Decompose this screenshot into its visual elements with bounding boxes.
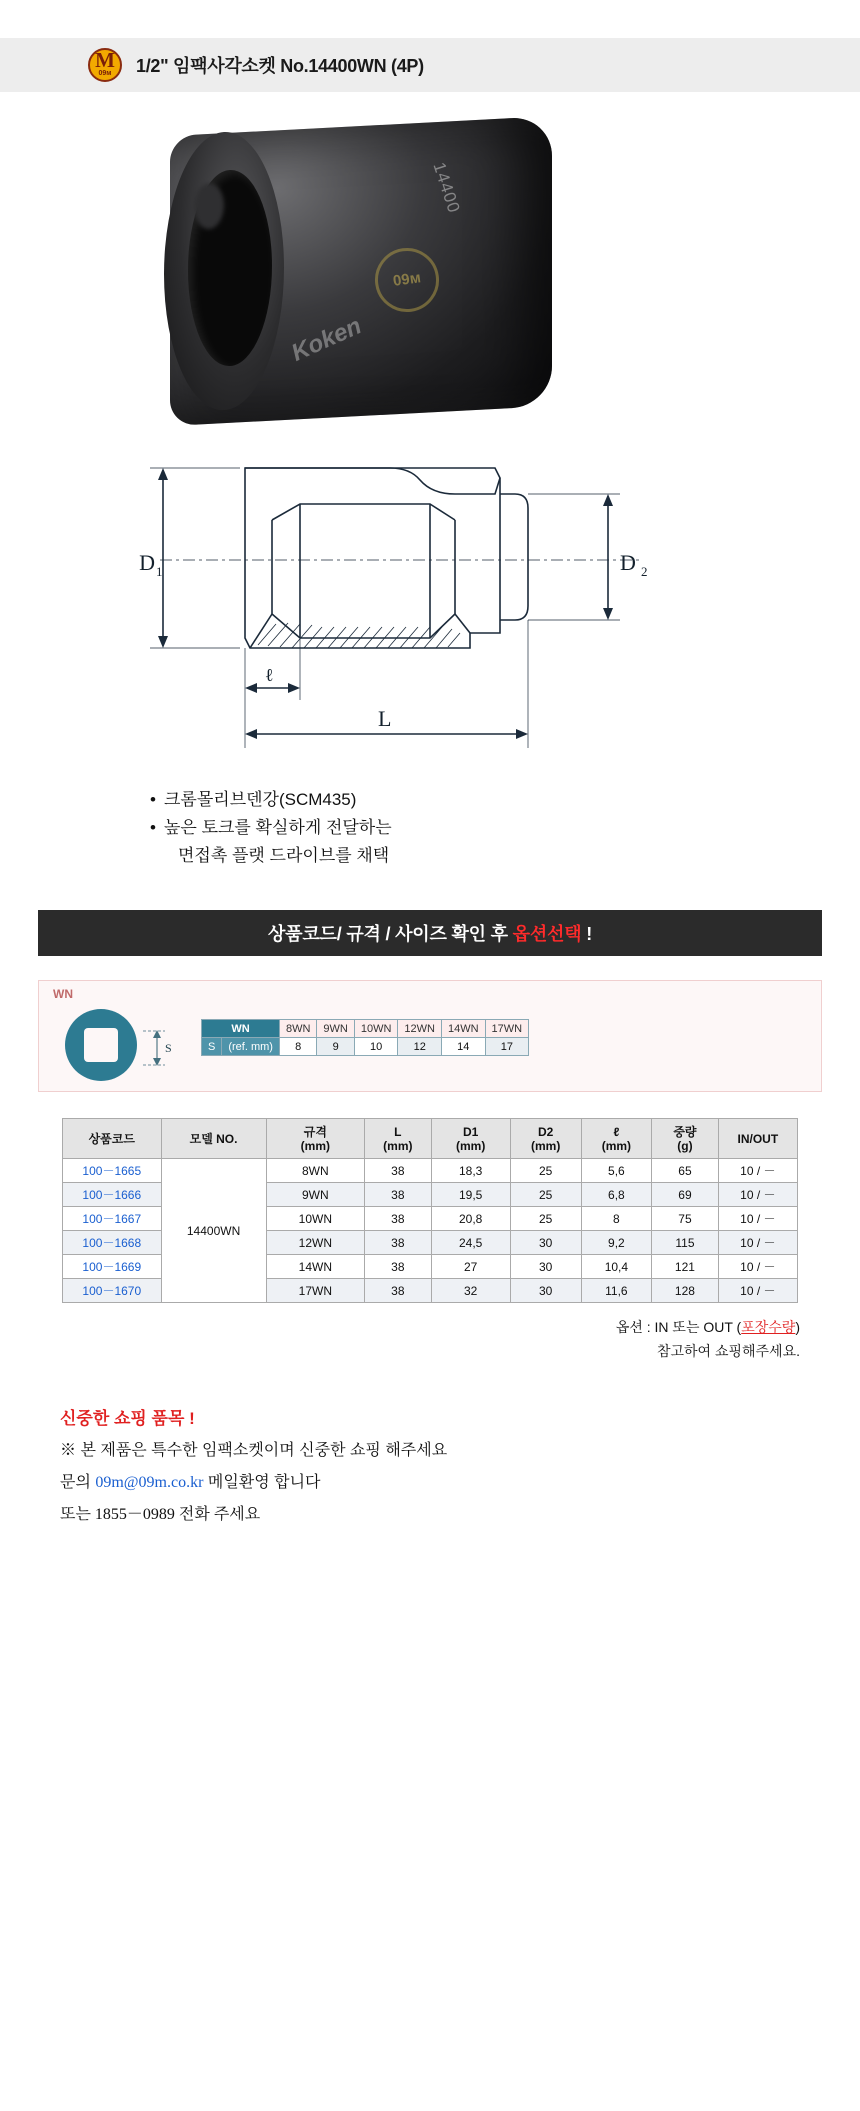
- option-note-highlight: 포장수량: [741, 1319, 796, 1335]
- banner-text: [268, 920, 592, 946]
- product-photo-area: [0, 108, 860, 438]
- th-ell: [581, 1119, 652, 1159]
- footer-line1: ※ 본 제품은 특수한 임팩소켓이며 신중한 쇼핑 해주세요: [60, 1442, 448, 1459]
- cell-inout: 10 / －: [718, 1207, 797, 1231]
- cell-inout: 10 / －: [718, 1231, 797, 1255]
- wn-col-header: 12WN: [398, 1020, 442, 1038]
- dim-label-d1: D: [139, 550, 155, 575]
- bullet-text: 면접촉 플랫 드라이브를 채택: [178, 846, 390, 865]
- cell-inout: 10 / －: [718, 1159, 797, 1183]
- th-d2-top: D2: [538, 1124, 554, 1139]
- cell-d2: 30: [510, 1279, 581, 1303]
- wn-col-header: 8WN: [279, 1020, 316, 1038]
- wn-circle-shape: [65, 1009, 137, 1081]
- cell-code[interactable]: 100－1665: [63, 1159, 162, 1183]
- th-code: [63, 1119, 162, 1159]
- cell-spec: 10WN: [266, 1207, 365, 1231]
- cell-spec: 8WN: [266, 1159, 365, 1183]
- bullet-dot-icon: •: [150, 818, 156, 837]
- dim-label-l: L: [378, 706, 392, 731]
- cell-weight: 65: [652, 1159, 718, 1183]
- socket-model-engraving: 14400: [429, 160, 464, 216]
- th-d2: [510, 1119, 581, 1159]
- watermark-icon: 09м: [371, 244, 443, 316]
- cell-code[interactable]: 100－1666: [63, 1183, 162, 1207]
- wn-col-header: 10WN: [354, 1020, 398, 1038]
- product-table: [62, 1118, 798, 1303]
- cell-spec: 17WN: [266, 1279, 365, 1303]
- wn-row2-title: S: [202, 1038, 222, 1056]
- cell-inout: 10 / －: [718, 1255, 797, 1279]
- cell-d2: 25: [510, 1159, 581, 1183]
- cell-d1: 27: [431, 1255, 510, 1279]
- wn-box-label: WN: [53, 987, 73, 1001]
- footer-line2: [60, 1467, 860, 1499]
- cell-d2: 30: [510, 1255, 581, 1279]
- th-inout-top: IN/OUT: [737, 1131, 779, 1146]
- cell-weight: 75: [652, 1207, 718, 1231]
- th-d1-bottom: (mm): [456, 1138, 486, 1153]
- th-code-top: 상품코드: [88, 1131, 135, 1146]
- bullet-dot-icon: •: [150, 790, 156, 809]
- wn-value: 10: [354, 1038, 398, 1056]
- cell-d1: 32: [431, 1279, 510, 1303]
- wn-s-dimension: [143, 1011, 177, 1083]
- page-title: 1/2" 임팩사각소켓 No.14400WN (4P): [136, 56, 424, 76]
- cell-inout: 10 / －: [718, 1183, 797, 1207]
- cell-code[interactable]: 100－1668: [63, 1231, 162, 1255]
- cell-d2: 25: [510, 1207, 581, 1231]
- socket-brand-engraving: Koken: [287, 312, 366, 367]
- feature-bullets: [150, 786, 860, 870]
- th-model: [161, 1119, 266, 1159]
- banner-highlight: 옵션선택: [512, 924, 582, 944]
- th-d1-top: D1: [463, 1124, 479, 1139]
- drawing-svg: [0, 438, 860, 778]
- wn-col-header: 17WN: [485, 1020, 529, 1038]
- 09m-badge-icon: [88, 48, 122, 82]
- th-ell-top: ℓ: [613, 1124, 620, 1139]
- wn-row1-title: WN: [202, 1020, 280, 1038]
- wn-value: 14: [441, 1038, 485, 1056]
- banner-text-before: 상품코드/ 규격 / 사이즈 확인 후: [267, 924, 513, 944]
- cell-l: 38: [365, 1231, 431, 1255]
- email-link[interactable]: 09m@09m.co.kr: [95, 1474, 204, 1491]
- th-l: [365, 1119, 431, 1159]
- th-weight-top: 중량: [673, 1124, 697, 1139]
- th-model-top: 모델 NO.: [189, 1131, 238, 1146]
- cell-weight: 69: [652, 1183, 718, 1207]
- footer-line3: 또는 1855－0989 전화 주세요: [60, 1506, 261, 1523]
- cell-l: 38: [365, 1207, 431, 1231]
- impact-socket-photo: [170, 126, 552, 416]
- cell-ell: 10,4: [581, 1255, 652, 1279]
- dim-label-ell: ℓ: [265, 665, 274, 685]
- list-item: [150, 814, 860, 842]
- bullet-text: 크롬몰리브덴강(SCM435): [164, 790, 357, 809]
- cell-l: 38: [365, 1279, 431, 1303]
- option-note-line2: 참고하여 쇼핑해주세요.: [656, 1343, 800, 1359]
- bullet-dot-icon: [150, 842, 164, 870]
- wn-col-header: 9WN: [317, 1020, 354, 1038]
- banner-text-after: !: [581, 924, 593, 944]
- th-ell-bottom: (mm): [601, 1138, 632, 1153]
- th-weight-bottom: (g): [677, 1138, 693, 1153]
- wn-size-table: [201, 1019, 529, 1056]
- dim-label-d2-sub: 2: [641, 564, 648, 579]
- dim-label-d1-sub: 1: [156, 564, 163, 579]
- cell-d1: 19,5: [431, 1183, 510, 1207]
- cell-l: 38: [365, 1159, 431, 1183]
- th-l-bottom: (mm): [383, 1138, 413, 1153]
- cell-d2: 30: [510, 1231, 581, 1255]
- product-detail-page: [0, 38, 860, 2111]
- footer-line2-prefix: 문의: [60, 1474, 96, 1491]
- th-l-top: L: [394, 1124, 402, 1139]
- product-table-wrap: [62, 1118, 822, 1303]
- cell-inout: 10 / －: [718, 1279, 797, 1303]
- table-header-row: [63, 1119, 798, 1159]
- cell-ell: 5,6: [581, 1159, 652, 1183]
- page-header: [0, 38, 860, 92]
- cell-ell: 8: [581, 1207, 652, 1231]
- option-note-suffix: ): [795, 1319, 800, 1335]
- dim-label-d2: D: [620, 550, 636, 575]
- th-spec-bottom: (mm): [300, 1138, 331, 1153]
- table-row[interactable]: [63, 1159, 798, 1183]
- cell-spec: 14WN: [266, 1255, 365, 1279]
- cell-spec: 9WN: [266, 1183, 365, 1207]
- cell-code[interactable]: 100－1670: [63, 1279, 162, 1303]
- footer-line2-suffix: 메일환영 합니다: [203, 1474, 321, 1491]
- wn-value: 9: [317, 1038, 354, 1056]
- wn-col-header: 14WN: [441, 1020, 485, 1038]
- th-d2-bottom: (mm): [531, 1138, 561, 1153]
- list-item: [150, 786, 860, 814]
- cell-d2: 25: [510, 1183, 581, 1207]
- footer-notes: [60, 1403, 860, 1531]
- cell-d1: 24,5: [431, 1231, 510, 1255]
- th-d1: [431, 1119, 510, 1159]
- cell-ell: 6,8: [581, 1183, 652, 1207]
- cell-code[interactable]: 100－1667: [63, 1207, 162, 1231]
- th-weight: [652, 1119, 718, 1159]
- cell-model: 14400WN: [161, 1159, 266, 1303]
- wn-value: 8: [279, 1038, 316, 1056]
- wn-value: 12: [398, 1038, 442, 1056]
- cell-code[interactable]: 100－1669: [63, 1255, 162, 1279]
- option-note-line1: [0, 1315, 800, 1339]
- wn-row2-unit: (ref. mm): [222, 1038, 280, 1056]
- wn-cross-section-figure: [65, 1009, 141, 1085]
- cell-l: 38: [365, 1183, 431, 1207]
- technical-drawing: [0, 438, 860, 778]
- cell-weight: 128: [652, 1279, 718, 1303]
- th-inout: [718, 1119, 797, 1159]
- list-item: [150, 842, 860, 870]
- wn-value: 17: [485, 1038, 529, 1056]
- cell-weight: 115: [652, 1231, 718, 1255]
- cell-weight: 121: [652, 1255, 718, 1279]
- option-select-banner: [38, 910, 822, 956]
- wn-square-shape: [84, 1028, 118, 1062]
- wn-s-label: S: [165, 1041, 172, 1055]
- footer-title: 신중한 쇼핑 품목 !: [60, 1409, 195, 1428]
- wn-spec-box: [38, 980, 822, 1092]
- cell-l: 38: [365, 1255, 431, 1279]
- bullet-text: 높은 토크를 확실하게 전달하는: [164, 818, 392, 837]
- cell-d1: 18,3: [431, 1159, 510, 1183]
- cell-ell: 9,2: [581, 1231, 652, 1255]
- cell-d1: 20,8: [431, 1207, 510, 1231]
- th-spec: [266, 1119, 365, 1159]
- option-note: [0, 1315, 800, 1363]
- cell-ell: 11,6: [581, 1279, 652, 1303]
- option-note-prefix: 옵션 : IN 또는 OUT (: [615, 1319, 742, 1335]
- th-spec-top: 규격: [303, 1124, 327, 1139]
- table-row: [202, 1038, 529, 1056]
- table-row: [202, 1020, 529, 1038]
- cell-spec: 12WN: [266, 1231, 365, 1255]
